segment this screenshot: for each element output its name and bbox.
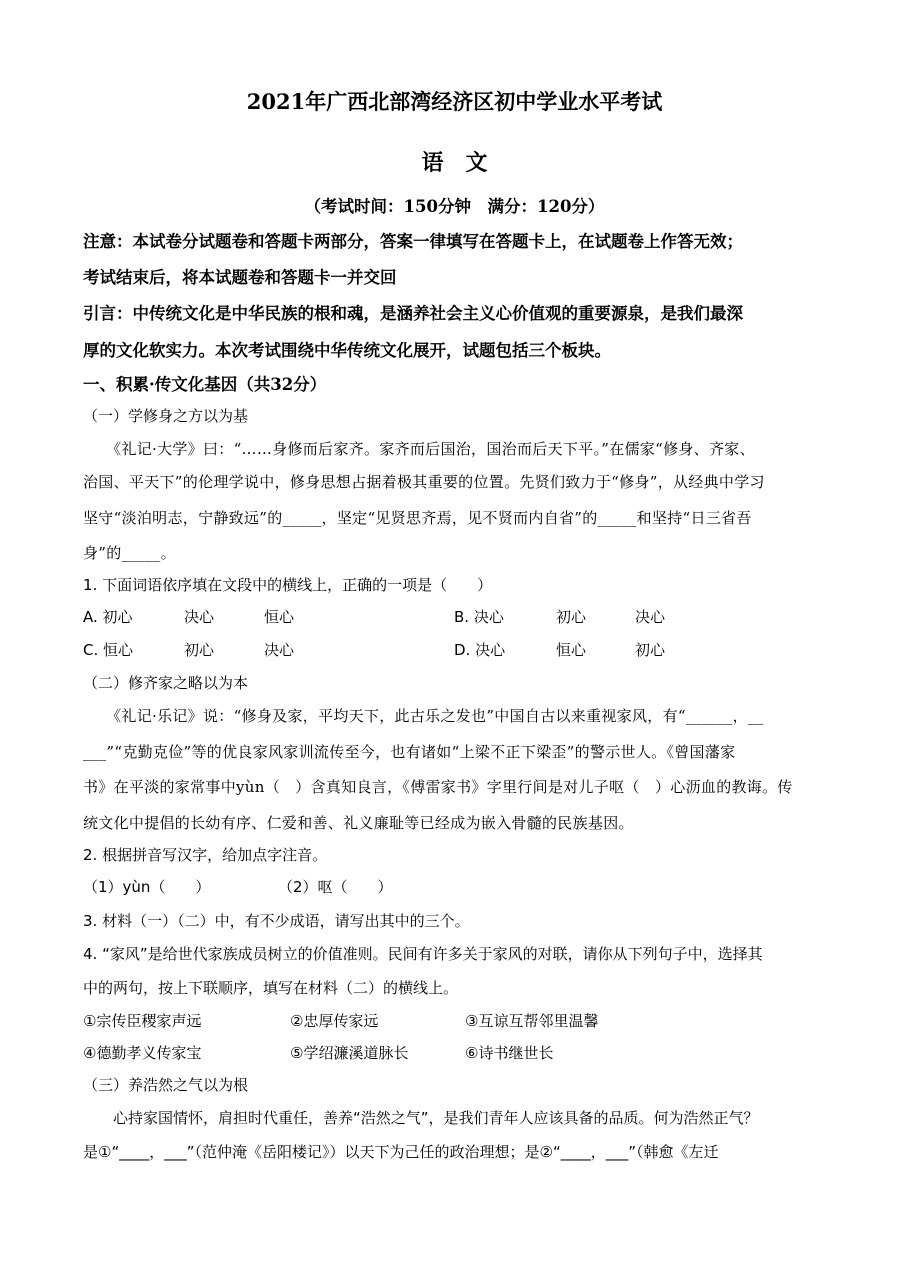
- section3-heading: （三）养浩然之气以为根: [83, 1076, 249, 1094]
- section2-para-line-4: 统文化中提倡的长幼有序、仁爱和善、礼义廉耻等已经成为嵌入骨髓的民族基因。: [83, 814, 634, 832]
- section2-para-line-1: 《礼记·乐记》说：“修身及家，平均天下，此古乐之发也”中国自古以来重视家风，有“______，__: [83, 707, 764, 725]
- couplet-2: ②忠厚传家远: [290, 1012, 379, 1030]
- question-2-item-2: （2）呕（ ）: [278, 878, 393, 896]
- part1-heading: 一、积累·传文化基因（共32分）: [83, 375, 327, 394]
- option-b-word-3: 决心: [635, 608, 666, 626]
- option-a-word-3: 恒心: [264, 608, 295, 626]
- couplet-3: ③互谅互帮邻里温馨: [465, 1012, 599, 1030]
- section3-para-line-2: 是①“____，___”（范仲淹《岳阳楼记》）以天下为己任的政治理想；是②“____，___”（韩愈《左迁: [83, 1143, 719, 1161]
- option-d-word-2: 恒心: [556, 641, 587, 659]
- intro-line-2: 厚的文化软实力。本次考试围绕中华传统文化展开，试题包括三个板块。: [83, 341, 611, 360]
- question-4-line-2: 中的两句，按上下联顺序，填写在材料（二）的横线上。: [83, 979, 459, 997]
- question-2-item-1: （1）yùn（ ）: [83, 878, 211, 896]
- section1-para-line-1: 《礼记·大学》曰：“……身修而后家齐。家齐而后国治，国治而后天下平。”在儒家“修身、齐家、: [83, 440, 755, 458]
- option-c: C. 恒心: [83, 641, 134, 659]
- couplet-4: ④德勤孝义传家宝: [83, 1044, 202, 1062]
- section1-para-line-3: 坚守“淡泊明志，宁静致远”的_____，坚定“见贤思齐焉，见不贤而内自省”的_____和坚持“日三省吾: [83, 509, 752, 527]
- option-b-word-2: 初心: [556, 608, 587, 626]
- question-2: 2. 根据拼音写汉字，给加点字注音。: [83, 846, 328, 864]
- notice-line-2: 考试结束后，将本试题卷和答题卡一并交回: [83, 268, 397, 287]
- section2-para-line-3: 书》在平淡的家常事中yùn（ ）含真知良言，《傅雷家书》字里行间是对儿子呕（ ）心沥血的教诲。传: [83, 778, 793, 796]
- option-a: A. 初心: [83, 608, 133, 626]
- exam-title: 2021年广西北部湾经济区初中学业水平考试: [246, 89, 663, 114]
- exam-info: （考试时间：150分钟 满分：120分）: [304, 197, 605, 216]
- notice-line-1: 注意：本试卷分试题卷和答题卡两部分，答案一律填写在答题卡上，在试题卷上作答无效；: [83, 232, 743, 251]
- couplet-1: ①宗传臣稷家声远: [83, 1012, 202, 1030]
- section2-para-line-2: ___”“克勤克俭”等的优良家风家训流传至今，也有诸如“上梁不正下梁歪”的警示世人。《曾国藩家: [83, 743, 736, 761]
- question-4-line-1: 4. “家风”是给世代家族成员树立的价值准则。民间有许多关于家风的对联，请你从下列句子中，选择其: [83, 945, 763, 963]
- section2-heading: （二）修齐家之略以为本: [83, 674, 249, 692]
- question-1: 1. 下面词语依序填在文段中的横线上，正确的一项是（ ）: [83, 576, 493, 594]
- option-c-word-2: 初心: [184, 641, 215, 659]
- option-c-word-3: 决心: [264, 641, 295, 659]
- section3-para-line-1: 心持家国情怀，肩担时代重任，善养“浩然之气”，是我们青年人应该具备的品质。何为浩然正气？: [83, 1109, 759, 1127]
- couplet-5: ⑤学绍濂溪道脉长: [290, 1044, 409, 1062]
- option-d-word-3: 初心: [635, 641, 666, 659]
- intro-line-1: 引言：中传统文化是中华民族的根和魂，是涵养社会主义心价值观的重要源泉，是我们最深: [83, 304, 743, 323]
- option-b: B. 决心: [454, 608, 504, 626]
- couplet-6: ⑥诗书继世长: [465, 1044, 554, 1062]
- section1-para-line-4: 身”的_____。: [83, 544, 176, 562]
- section1-para-line-2: 治国、平天下”的伦理学说中，修身思想占据着极其重要的位置。先贤们致力于“修身”，从经典中学习: [83, 473, 765, 491]
- section1-heading: （一）学修身之方以为基: [83, 407, 249, 425]
- subject-title: 语 文: [421, 150, 488, 176]
- question-3: 3. 材料（一）（二）中，有不少成语，请写出其中的三个。: [83, 912, 470, 930]
- option-a-word-2: 决心: [184, 608, 215, 626]
- option-d: D. 决心: [454, 641, 506, 659]
